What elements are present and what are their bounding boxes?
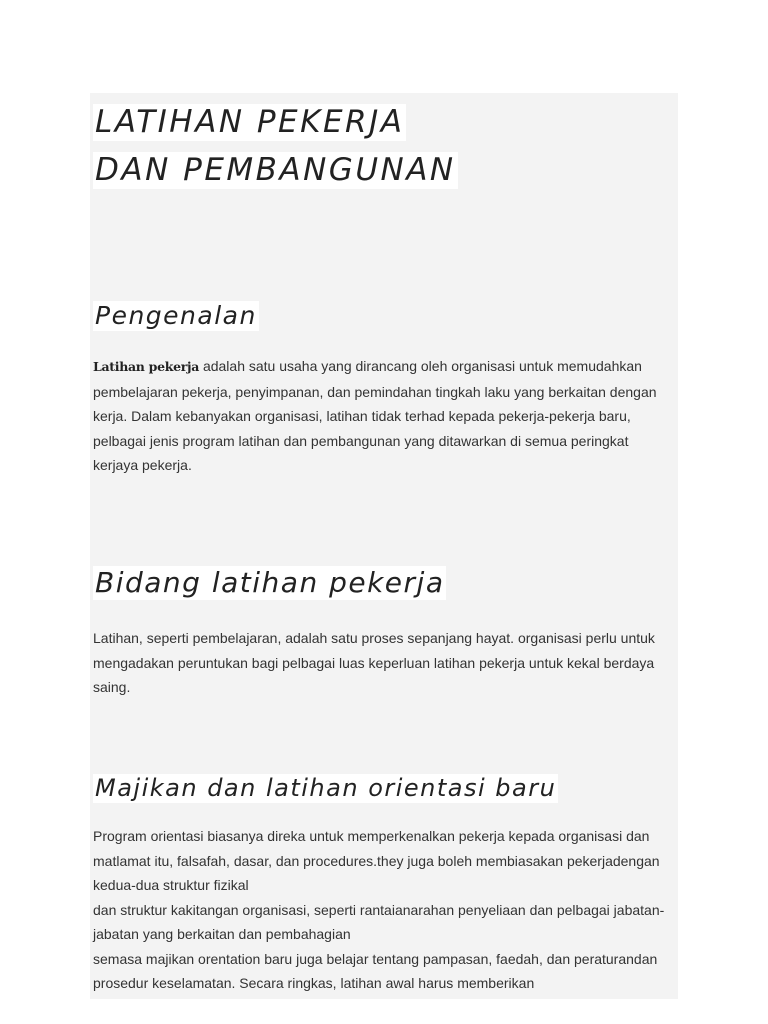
section-heading-bidang: Bidang latihan pekerja xyxy=(95,566,445,599)
section-paragraph-pengenalan xyxy=(93,354,673,478)
section-paragraph-bidang: Latihan, seperti pembelajaran, adalah satu proses sepanjang hayat. organisasi perlu untuk mengadakan peruntukan bagi pelbagai luas keperluan latihan pekerja untuk kekal berdaya saing. xyxy=(93,630,655,695)
paragraph-line: prosedur keselamatan. Secara ringkas, latihan awal harus memberikan xyxy=(93,975,535,991)
paragraph-line: kedua-dua struktur fizikal xyxy=(93,877,249,893)
paragraph-line: dan struktur kakitangan organisasi, seperti rantaianarahan penyeliaan dan pelbagai jabatan- xyxy=(93,901,665,918)
document-title-line-1: LATIHAN PEKERJA xyxy=(95,104,405,140)
lead-term: Latihan pekerja xyxy=(93,359,200,374)
section-heading-pengenalan: Pengenalan xyxy=(95,301,257,330)
paragraph-line: Program orientasi biasanya direka untuk memperkenalkan pekerja kepada organisasi dan xyxy=(93,828,650,844)
paragraph-text: adalah satu usaha yang dirancang oleh organisasi untuk memudahkan pembelajaran pekerja, penyimpanan, dan pemindahan tingkah laku yang berkaitan dengan kerja. Dalam kebanyakan organisasi, latihan tidak terhad kepada pekerja-pekerja baru, pelbagai jenis program latihan dan pembangunan yang ditawarkan di semua peringkat kerjaya pekerja. xyxy=(93,358,657,473)
section-heading-majikan: Majikan dan latihan orientasi baru xyxy=(95,774,557,802)
paragraph-line: jabatan yang berkaitan dan pembahagian xyxy=(93,926,351,942)
paragraph-line: matlamat itu, falsafah, dasar, dan procedures.they juga boleh membiasakan pekerjadengan xyxy=(93,852,660,869)
section-paragraph-majikan xyxy=(93,824,673,996)
paragraph-line: semasa majikan orentation baru juga belajar tentang pampasan, faedah, dan peraturandan xyxy=(93,950,658,967)
document-title-line-2: DAN PEMBANGUNAN xyxy=(95,152,456,188)
